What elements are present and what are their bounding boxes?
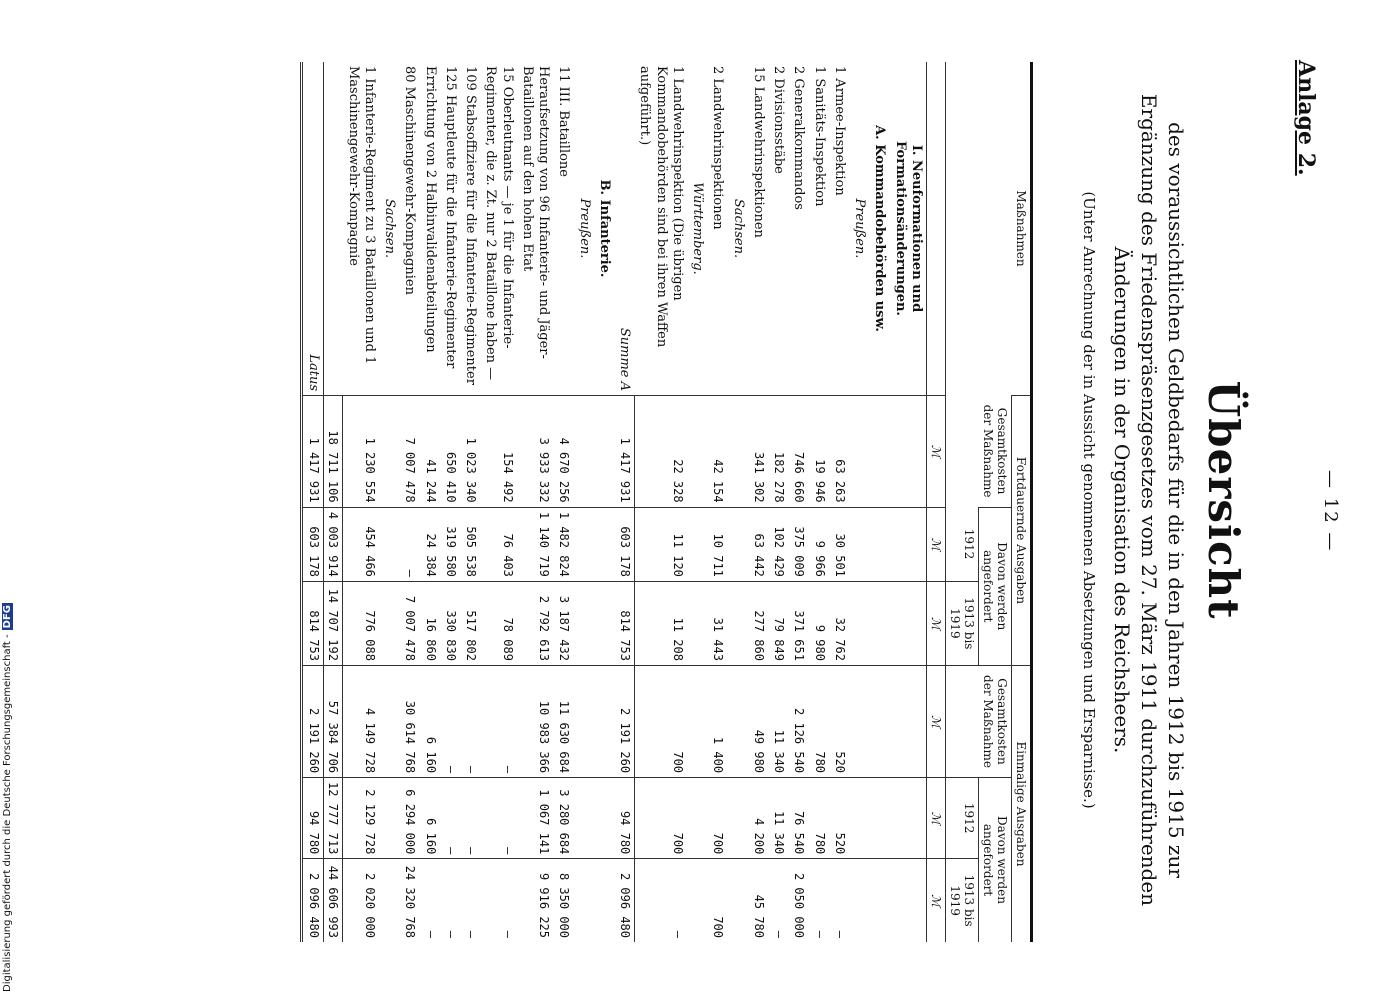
amount-cell: 57 384 706: [324, 665, 343, 777]
empty-cell: [890, 665, 927, 777]
amount-cell: 700: [707, 859, 727, 942]
empty-cell: [890, 581, 927, 665]
empty-cell: [849, 665, 869, 777]
empty-cell: [687, 778, 707, 859]
amount-cell: 7 007 478: [399, 581, 419, 665]
amount-cell: 277 860: [748, 581, 768, 665]
amount-cell: 12 777 713: [324, 778, 343, 859]
amount-cell: —: [480, 665, 517, 777]
amount-cell: 78 089: [480, 581, 517, 665]
amount-cell: 63 442: [748, 507, 768, 581]
unit-mark: ℳ: [927, 396, 946, 508]
empty-cell: [687, 581, 707, 665]
amount-cell: 16 860: [420, 581, 440, 665]
empty-cell: [869, 859, 889, 942]
amount-cell: 700: [634, 665, 687, 777]
empty-cell: [728, 665, 748, 777]
table-row: [829, 62, 849, 942]
amount-cell: 517 802: [460, 581, 480, 665]
empty-cell: [687, 665, 707, 777]
row-description: 11 III. Bataillone: [556, 66, 572, 177]
amount-cell: 2 792 613: [517, 581, 554, 665]
empty-cell: [869, 665, 889, 777]
empty-cell: [594, 778, 614, 859]
row-description: 2 Divisionsstäbe: [771, 66, 787, 174]
empty-cell: [687, 396, 707, 508]
amount-cell: 49 980: [748, 665, 768, 777]
amount-cell: 330 830: [440, 581, 460, 665]
amount-cell: 11 120: [634, 507, 687, 581]
empty-cell: [574, 665, 594, 777]
amount-cell: 94 780: [614, 778, 634, 859]
empty-cell: [574, 778, 594, 859]
amount-cell: 520: [829, 778, 849, 859]
amount-cell: 814 753: [614, 581, 634, 665]
amount-cell: —: [440, 859, 460, 942]
amount-cell: 2 191 260: [301, 665, 323, 777]
section-heading: A. Kommandobehörden usw.: [872, 125, 888, 332]
table-row: [890, 62, 927, 942]
empty-cell: [849, 507, 869, 581]
empty-cell: [594, 581, 614, 665]
dfg-logo: DFG: [2, 605, 13, 629]
amount-cell: 30 614 768: [399, 665, 419, 777]
empty-cell: [849, 778, 869, 859]
unit-mark: ℳ: [927, 665, 946, 777]
amount-cell: 520: [829, 665, 849, 777]
table-row: [399, 62, 419, 942]
amount-cell: 3 280 684: [553, 778, 573, 859]
header-1913-fortdauernd: 1913 bis 1919: [946, 581, 979, 665]
amount-cell: —: [460, 859, 480, 942]
amount-cell: 1 067 141: [517, 778, 554, 859]
amount-cell: 19 946: [809, 396, 829, 508]
header-1913-einmalig: 1913 bis 1919: [946, 859, 979, 942]
amount-cell: —: [480, 778, 517, 859]
amount-cell: —: [460, 778, 480, 859]
amount-cell: 4 149 728: [343, 665, 380, 777]
amount-cell: 780: [809, 778, 829, 859]
table-row: [728, 62, 748, 942]
amount-cell: 2 096 480: [301, 859, 323, 942]
empty-cell: [869, 581, 889, 665]
empty-cell: [594, 665, 614, 777]
digitization-note: [2, 592, 16, 992]
header-gesamt-einmalig: Gesamtkosten der Maßnahme: [946, 665, 1012, 777]
amount-cell: —: [440, 665, 460, 777]
amount-cell: 41 244: [420, 396, 440, 508]
amount-cell: 9 916 225: [517, 859, 554, 942]
empty-cell: [379, 581, 399, 665]
row-description: 109 Stabsoffiziere für die Infanterie-Regimenter: [463, 66, 479, 385]
empty-cell: [890, 859, 927, 942]
amount-cell: 776 088: [343, 581, 380, 665]
table-row: [324, 62, 343, 942]
subsection-heading: Preußen.: [576, 198, 592, 259]
amount-cell: —: [829, 859, 849, 942]
amount-cell: 319 580: [440, 507, 460, 581]
empty-cell: [687, 859, 707, 942]
page-number: — 12 —: [1320, 470, 1341, 553]
empty-cell: [728, 581, 748, 665]
amount-cell: —: [480, 859, 517, 942]
empty-cell: [379, 665, 399, 777]
amount-cell: 6 294 000: [399, 778, 419, 859]
digitization-text: Digitalisierung gefördert durch die Deutsche Forschungsgemeinschaft -: [2, 634, 13, 992]
amount-cell: 650 410: [440, 396, 460, 508]
header-1912-einmalig: 1912: [946, 778, 979, 859]
amount-cell: 14 707 192: [324, 581, 343, 665]
table-row: [687, 62, 707, 942]
empty-cell: [594, 859, 614, 942]
table-row: [420, 62, 440, 942]
subtitle-line-3: Änderungen in der Organisation des Reichsheers.: [1110, 246, 1134, 754]
empty-cell: [379, 778, 399, 859]
amount-cell: 9 966: [809, 507, 829, 581]
amount-cell: 44 606 993: [324, 859, 343, 942]
header-gesamt-fortdauernd: Gesamtkosten der Maßnahme: [946, 396, 1012, 508]
amount-cell: 9 980: [809, 581, 829, 665]
amount-cell: 341 302: [748, 396, 768, 508]
row-description: 125 Hauptleute für die Infanterie-Regimenter: [443, 66, 458, 369]
section-heading: B. Infanterie.: [597, 179, 612, 278]
row-description: 1 Sanitäts-Inspektion: [811, 66, 827, 207]
amount-cell: 375 009: [788, 507, 808, 581]
note: (Unter Anrechnung der in Aussicht genommenen Absetzungen und Ersparnisse.): [1080, 191, 1098, 809]
amount-cell: 4 670 256: [553, 396, 573, 508]
amount-cell: 11 208: [634, 581, 687, 665]
table-row: [460, 62, 480, 942]
empty-cell: [890, 778, 927, 859]
amount-cell: 2 050 000: [788, 859, 808, 942]
amount-cell: 1 417 931: [301, 396, 323, 508]
unit-mark: ℳ: [927, 581, 946, 665]
row-description: 2 Landwehrinspektionen: [710, 66, 726, 230]
empty-cell: [574, 396, 594, 508]
amount-cell: —: [440, 778, 460, 859]
amount-cell: 30 501: [829, 507, 849, 581]
header-unit-blank: [927, 62, 946, 396]
header-1912-fortdauernd: 1912: [946, 507, 979, 581]
empty-cell: [574, 507, 594, 581]
row-description: 2 Generalkommandos: [791, 66, 807, 210]
row-description: [324, 62, 343, 396]
amount-cell: 6 160: [420, 665, 440, 777]
table-row: [869, 62, 889, 942]
expense-table: [300, 62, 1033, 942]
amount-cell: 746 660: [788, 396, 808, 508]
amount-cell: 11 630 684: [553, 665, 573, 777]
amount-cell: 2 191 260: [614, 665, 634, 777]
row-description: 15 Landwehrinspektionen: [751, 66, 766, 238]
empty-cell: [728, 396, 748, 508]
empty-cell: [574, 581, 594, 665]
table-row: [707, 62, 727, 942]
empty-cell: [379, 396, 399, 508]
subsection-heading: Sachsen.: [382, 198, 398, 259]
empty-cell: [594, 507, 614, 581]
amount-cell: 102 429: [768, 507, 788, 581]
amount-cell: 10 711: [707, 507, 727, 581]
amount-cell: 32 762: [829, 581, 849, 665]
amount-cell: 1 482 824: [553, 507, 573, 581]
amount-cell: 11 340: [768, 778, 788, 859]
empty-cell: [594, 396, 614, 508]
row-description: Summe A: [617, 327, 633, 391]
amount-cell: 780: [809, 665, 829, 777]
empty-cell: [890, 507, 927, 581]
table-row: [480, 62, 517, 942]
table-row: [594, 62, 614, 942]
row-description: 1 Landwehrinspektion (Die übrigen Kommandobehörden sind bei ihren Waffen aufgeführt.): [637, 66, 685, 348]
subsection-heading: Preußen.: [852, 198, 868, 259]
document-title: Übersicht: [1199, 380, 1248, 620]
amount-cell: 3 187 432: [553, 581, 573, 665]
amount-cell: —: [399, 507, 419, 581]
unit-mark: ℳ: [927, 859, 946, 942]
empty-cell: [379, 859, 399, 942]
header-fortdauernd: Fortdauernde Ausgaben: [1012, 396, 1032, 666]
unit-mark: ℳ: [927, 507, 946, 581]
amount-cell: 42 154: [707, 396, 727, 508]
empty-cell: [728, 507, 748, 581]
amount-cell: 2 126 540: [788, 665, 808, 777]
empty-cell: [869, 778, 889, 859]
amount-cell: 2 129 728: [343, 778, 380, 859]
amount-cell: 45 780: [748, 859, 768, 942]
table-row: [440, 62, 460, 942]
header-massnahmen: Maßnahmen: [946, 62, 1032, 396]
table-row: [614, 62, 634, 942]
empty-cell: [849, 859, 869, 942]
table-row: [517, 62, 554, 942]
amount-cell: 24 384: [420, 507, 440, 581]
table-row: [574, 62, 594, 942]
amount-cell: 603 178: [614, 507, 634, 581]
amount-cell: 31 443: [707, 581, 727, 665]
table-row: [768, 62, 788, 942]
subtitle-line-2: Ergänzung des Friedenspräsenzgesetzes vom 27. März 1911 durchzuführenden: [1137, 93, 1161, 907]
table-row: [343, 62, 380, 942]
section-heading: I. Neuformationen und Formationsänderungen.: [892, 141, 924, 316]
empty-cell: [849, 581, 869, 665]
table-body: [301, 62, 926, 942]
subsection-heading: Württemberg.: [690, 182, 706, 275]
amount-cell: 22 328: [634, 396, 687, 508]
amount-cell: 79 849: [768, 581, 788, 665]
header-davon-einmalig: Davon werden angefordert: [979, 778, 1012, 942]
amount-cell: 505 538: [460, 507, 480, 581]
amount-cell: 6 160: [420, 778, 440, 859]
amount-cell: 1 230 554: [343, 396, 380, 508]
amount-cell: 603 178: [301, 507, 323, 581]
table-row: [748, 62, 768, 942]
amount-cell: 94 780: [301, 778, 323, 859]
amount-cell: 2 096 480: [614, 859, 634, 942]
amount-cell: —: [634, 859, 687, 942]
empty-cell: [728, 778, 748, 859]
row-description: 1 Infanterie-Regiment zu 3 Bataillonen und 1 Maschinengewehr-Kompagnie: [345, 66, 377, 365]
table-row: [553, 62, 573, 942]
amount-cell: 8 350 000: [553, 859, 573, 942]
amount-cell: 182 278: [768, 396, 788, 508]
row-description: Heraufsetzung von 96 Infanterie- und Jäger-Bataillonen auf den hohen Etat: [520, 66, 552, 359]
empty-cell: [574, 859, 594, 942]
amount-cell: —: [768, 859, 788, 942]
annex-label: Anlage 2.: [1293, 60, 1319, 176]
amount-cell: 76 540: [788, 778, 808, 859]
amount-cell: 2 020 000: [343, 859, 380, 942]
empty-cell: [687, 507, 707, 581]
row-description: 80 Maschinengewehr-Kompagnien: [402, 66, 418, 295]
unit-mark: ℳ: [927, 778, 946, 859]
amount-cell: 7 007 478: [399, 396, 419, 508]
amount-cell: 18 711 106: [324, 396, 343, 508]
subsection-heading: Sachsen.: [730, 198, 746, 259]
row-description: 15 Oberleutnants — je 1 für die Infanterie-Regimenter, die z. Zt. nur 2 Bataillone haben —: [483, 66, 515, 381]
row-description: 1 Armee-Inspektion: [832, 66, 847, 196]
amount-cell: 3 933 332: [517, 396, 554, 508]
empty-cell: [890, 396, 927, 508]
table-row: [301, 62, 323, 942]
empty-cell: [849, 396, 869, 508]
amount-cell: 4 003 914: [324, 507, 343, 581]
header-davon-fortdauernd: Davon werden angefordert: [979, 507, 1012, 665]
amount-cell: 700: [707, 778, 727, 859]
table-row: [809, 62, 829, 942]
amount-cell: 1 023 340: [460, 396, 480, 508]
amount-cell: 1 400: [707, 665, 727, 777]
empty-cell: [869, 396, 889, 508]
row-description: Latus: [301, 62, 323, 396]
amount-cell: 63 263: [829, 396, 849, 508]
subtitle-line-1: des voraussichtlichen Geldbedarfs für die in den Jahren 1912 bis 1915 zur: [1164, 122, 1188, 878]
amount-cell: 24 320 768: [399, 859, 419, 942]
amount-cell: —: [420, 859, 440, 942]
table-row: [849, 62, 869, 942]
amount-cell: 76 403: [480, 507, 517, 581]
amount-cell: 371 651: [788, 581, 808, 665]
header-einmalig: Einmalige Ausgaben: [1012, 665, 1032, 942]
amount-cell: 814 753: [301, 581, 323, 665]
amount-cell: 10 983 366: [517, 665, 554, 777]
amount-cell: 1 140 719: [517, 507, 554, 581]
amount-cell: 154 492: [480, 396, 517, 508]
amount-cell: 700: [634, 778, 687, 859]
table-row: [379, 62, 399, 942]
row-description: Errichtung von 2 Halbinvalidenabteilungen: [422, 66, 438, 353]
amount-cell: 1 417 931: [614, 396, 634, 508]
amount-cell: 454 466: [343, 507, 380, 581]
empty-cell: [869, 507, 889, 581]
amount-cell: —: [809, 859, 829, 942]
empty-cell: [728, 859, 748, 942]
amount-cell: —: [460, 665, 480, 777]
amount-cell: 4 200: [748, 778, 768, 859]
empty-cell: [379, 507, 399, 581]
table-row: [634, 62, 687, 942]
amount-cell: 11 340: [768, 665, 788, 777]
table-row: [788, 62, 808, 942]
